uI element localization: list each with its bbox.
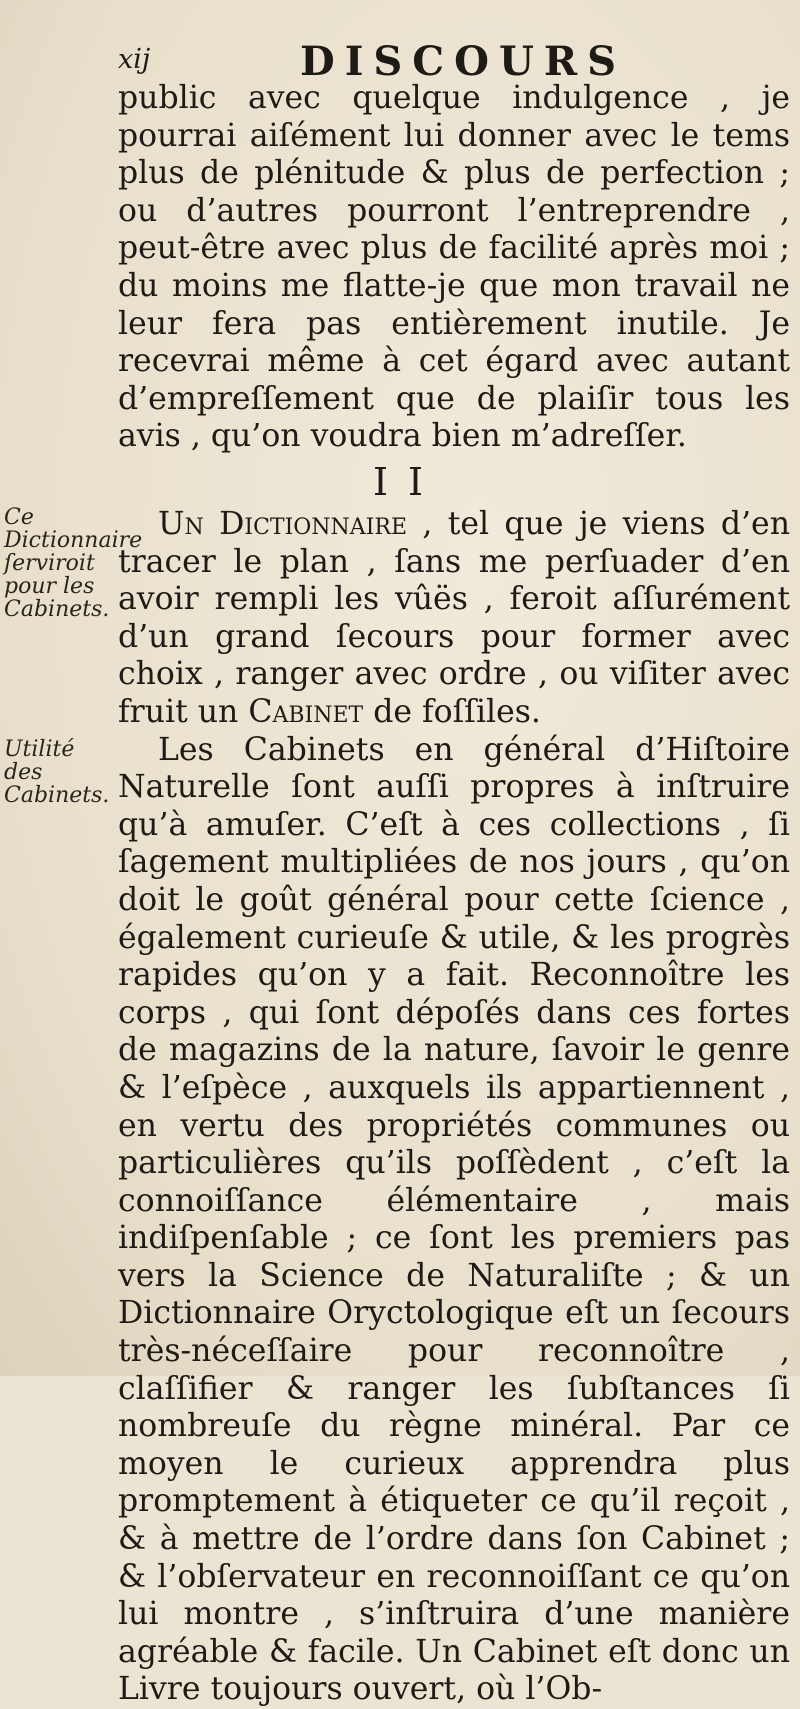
section-second-paragraph: Les Cabinets en général d’Hiſtoire Naturelle ſont auſſi propres à inſtruire qu’à amuſer. C’eſt à ces collections , ſi ſagement multipliées de nos jours , qu’on doit le goût général pour cette ſcience , également curieuſe & utile, & les progrès rapides qu’on y a fait. Reconnoître les corps , qui ſont dépoſés dans ces fortes de magazins de la nature, ſavoir le genre & l’eſpèce , auxquels ils appartiennent , en vertu des propriétés communes ou particulières qu’ils poſſèdent , c’eſt la connoiſſance élémentaire , mais indiſpenſable ; ce ſont les premiers pas vers la Science de Naturaliſte ; & un Dictionnaire Oryctologique eſt un ſecours très-néceſſaire pour reconnoître , claſſifier & ranger les ſubſtances ſi nombreuſe du règne minéral. Par ce moyen le curieux apprendra plus promptement à étiqueter ce qu’il reçoit , & à mettre de l’ordre dans ſon Cabinet ; & l’obſervateur en reconnoiſſant ce qu’on lui montre , s’inſtruira d’une manière agréable & facile. Un Cabinet eſt donc un Livre toujours ouvert, où l’Ob- <box>118 731 790 1708</box>
margin-note-dictionary: Ce Dictionnaire ſerviroit pour les Cabinets. <box>4 505 143 622</box>
section-lead-words: Un Dictionnaire <box>158 506 408 542</box>
opening-paragraph <box>118 80 790 456</box>
page-number: xij <box>118 44 151 75</box>
first-paragraph-text: , tel que je viens d’en tracer le plan , ſans me perſuader d’en avoir rempli les vûës , feroit aſſurément d’un grand ſecours pour former avec choix , ranger avec ordre , ou viſiter avec fruit un <box>118 506 790 730</box>
section-body <box>118 506 790 1709</box>
page-header <box>118 38 678 84</box>
section-first-paragraph <box>118 506 790 732</box>
margin-note-utility: Utilité des Cabinets. <box>4 737 110 808</box>
first-paragraph-end: de foſſiles. <box>373 693 541 730</box>
cabinet-word: Cabinet <box>248 693 364 730</box>
opening-paragraph-text: public avec quelque indulgence , je pourrai aiſément lui donner avec le tems plus de plénitude & plus de perfection ; ou d’autres pourront l’entreprendre , peut-être avec plus de facilité après moi ; du moins me flatte-je que mon travail ne leur fera pas entièrement inutile. Je recevrai même à cet égard avec autant d’empreſſement que de plaiſir tous les avis , qu’on voudra bien m’adreſſer. <box>118 80 790 455</box>
section-number: I I <box>372 460 428 504</box>
running-title: DISCOURS <box>300 38 626 85</box>
